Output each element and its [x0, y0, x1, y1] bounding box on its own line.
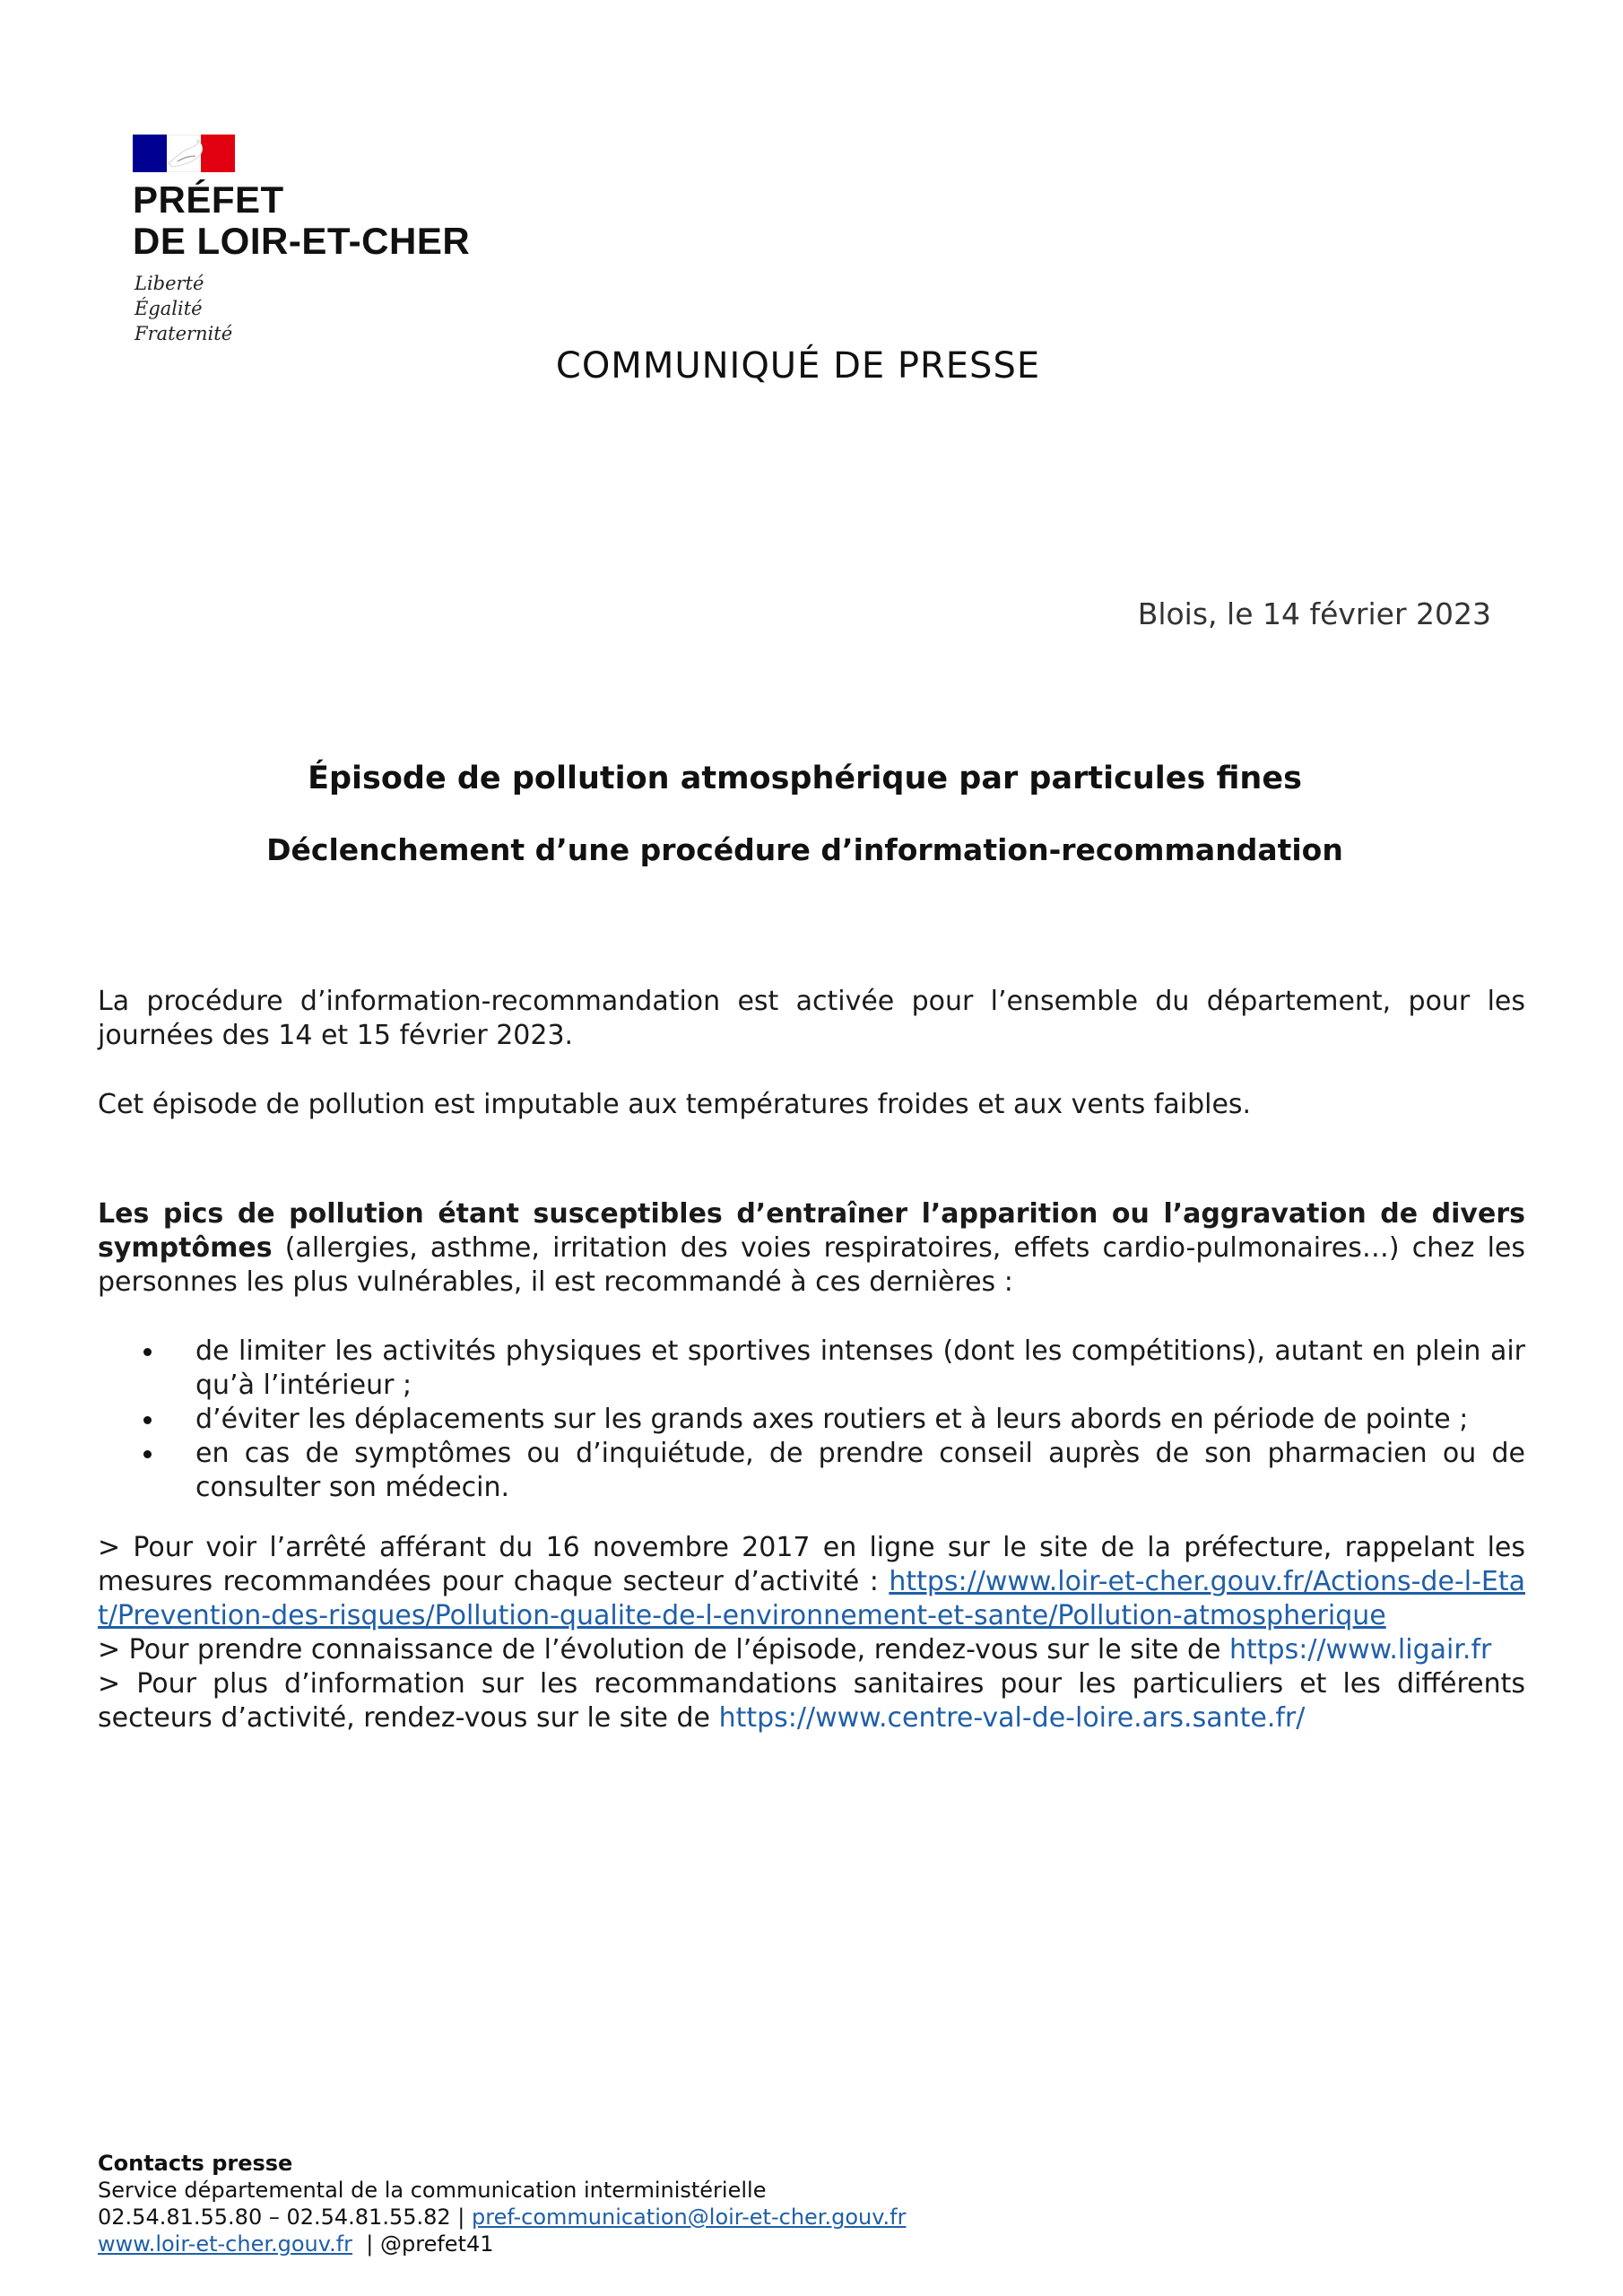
contacts-web-line	[98, 2231, 494, 2257]
list-item	[98, 1437, 1525, 1505]
devise-egalite: Égalité	[135, 298, 203, 319]
link-arrete-url[interactable]: https://www.loir-et-cher.gouv.fr/Actions-de-l-Etat/Prevention-des-risques/Pollution-qualite-de-l-environnement-et-sante/Pollution-atmospherique	[98, 1566, 1525, 1631]
bullet-icon	[143, 1348, 152, 1356]
bullet-icon	[143, 1416, 152, 1424]
link-ars-url[interactable]: https://www.centre-val-de-loire.ars.sante.fr/	[718, 1702, 1306, 1734]
list-item	[98, 1403, 1525, 1437]
paragraph-symptoms	[98, 1197, 1525, 1300]
list-item	[98, 1335, 1525, 1403]
contacts-phones: 02.54.81.55.80 – 02.54.81.55.82 |	[98, 2205, 473, 2230]
list-item-text: de limiter les activités physiques et sportives intenses (dont les compétitions), autant en plein air qu’à l’intérieur ;	[195, 1335, 1525, 1401]
logo-line-prefet: PRÉFET	[133, 178, 284, 221]
contacts-email-link[interactable]: pref-communication@loir-et-cher.gouv.fr	[472, 2205, 907, 2230]
paragraph-cause: Cet épisode de pollution est imputable aux températures froides et aux vents faibles.	[98, 1089, 1252, 1120]
link-ars-text: > Pour plus d’information sur les recommandations sanitaires pour les particuliers et les différents secteurs d’activité, rendez-vous sur le site de	[98, 1668, 1525, 1734]
recommendations-list	[98, 1335, 1525, 1505]
contacts-twitter: | @prefet41	[352, 2231, 494, 2257]
date-line: Blois, le 14 février 2023	[1137, 596, 1491, 631]
main-title: Épisode de pollution atmosphérique par particules fines	[308, 761, 1302, 796]
link-arrete-text: > Pour voir l’arrêté afférant du 16 novembre 2017 en ligne sur le site de la préfecture, rappelant les mesures recommandées pour chaque secteur d’activité :	[98, 1532, 1525, 1597]
paragraph-symptoms-rest: (allergies, asthme, irritation des voies respiratoires, effets cardio-pulmonaires…) chez les personnes les plus vulnérables, il est recommandé à ces dernières :	[98, 1232, 1525, 1298]
devise-fraternite: Fraternité	[135, 323, 233, 344]
logo-line-department: DE LOIR-ET-CHER	[133, 220, 471, 262]
bullet-icon	[143, 1450, 152, 1458]
contacts-title: Contacts presse	[98, 2151, 293, 2176]
link-ligair-url[interactable]: https://www.ligair.fr	[1229, 1634, 1492, 1665]
devise-liberte: Liberté	[135, 273, 204, 294]
contacts-service: Service départemental de la communication interministérielle	[98, 2178, 767, 2203]
subtitle: Déclenchement d’une procédure d’information-recommandation	[266, 832, 1343, 867]
list-item-text: d’éviter les déplacements sur les grands axes routiers et à leurs abords en période de pointe ;	[195, 1404, 1469, 1435]
paragraph-procedure: La procédure d’information-recommandation est activée pour l’ensemble du département, pour les journées des 14 et 15 février 2023.	[98, 986, 1525, 1051]
marianne-logo-icon	[133, 135, 235, 172]
list-item-text: en cas de symptômes ou d’inquiétude, de prendre conseil auprès de son pharmacien ou de consulter son médecin.	[195, 1438, 1525, 1503]
document-type: COMMUNIQUÉ DE PRESSE	[555, 345, 1041, 387]
link-ligair-text: > Pour prendre connaissance de l’évolution de l’épisode, rendez-vous sur le site de	[98, 1634, 1229, 1665]
links-section	[98, 1531, 1525, 1735]
contacts-website-link[interactable]: www.loir-et-cher.gouv.fr	[98, 2231, 353, 2257]
paragraph-symptoms-bold: Les pics de pollution étant susceptibles d’entraîner l’apparition ou l’aggravation de divers symptômes	[98, 1198, 1525, 1264]
contacts-phones-line	[98, 2204, 907, 2231]
